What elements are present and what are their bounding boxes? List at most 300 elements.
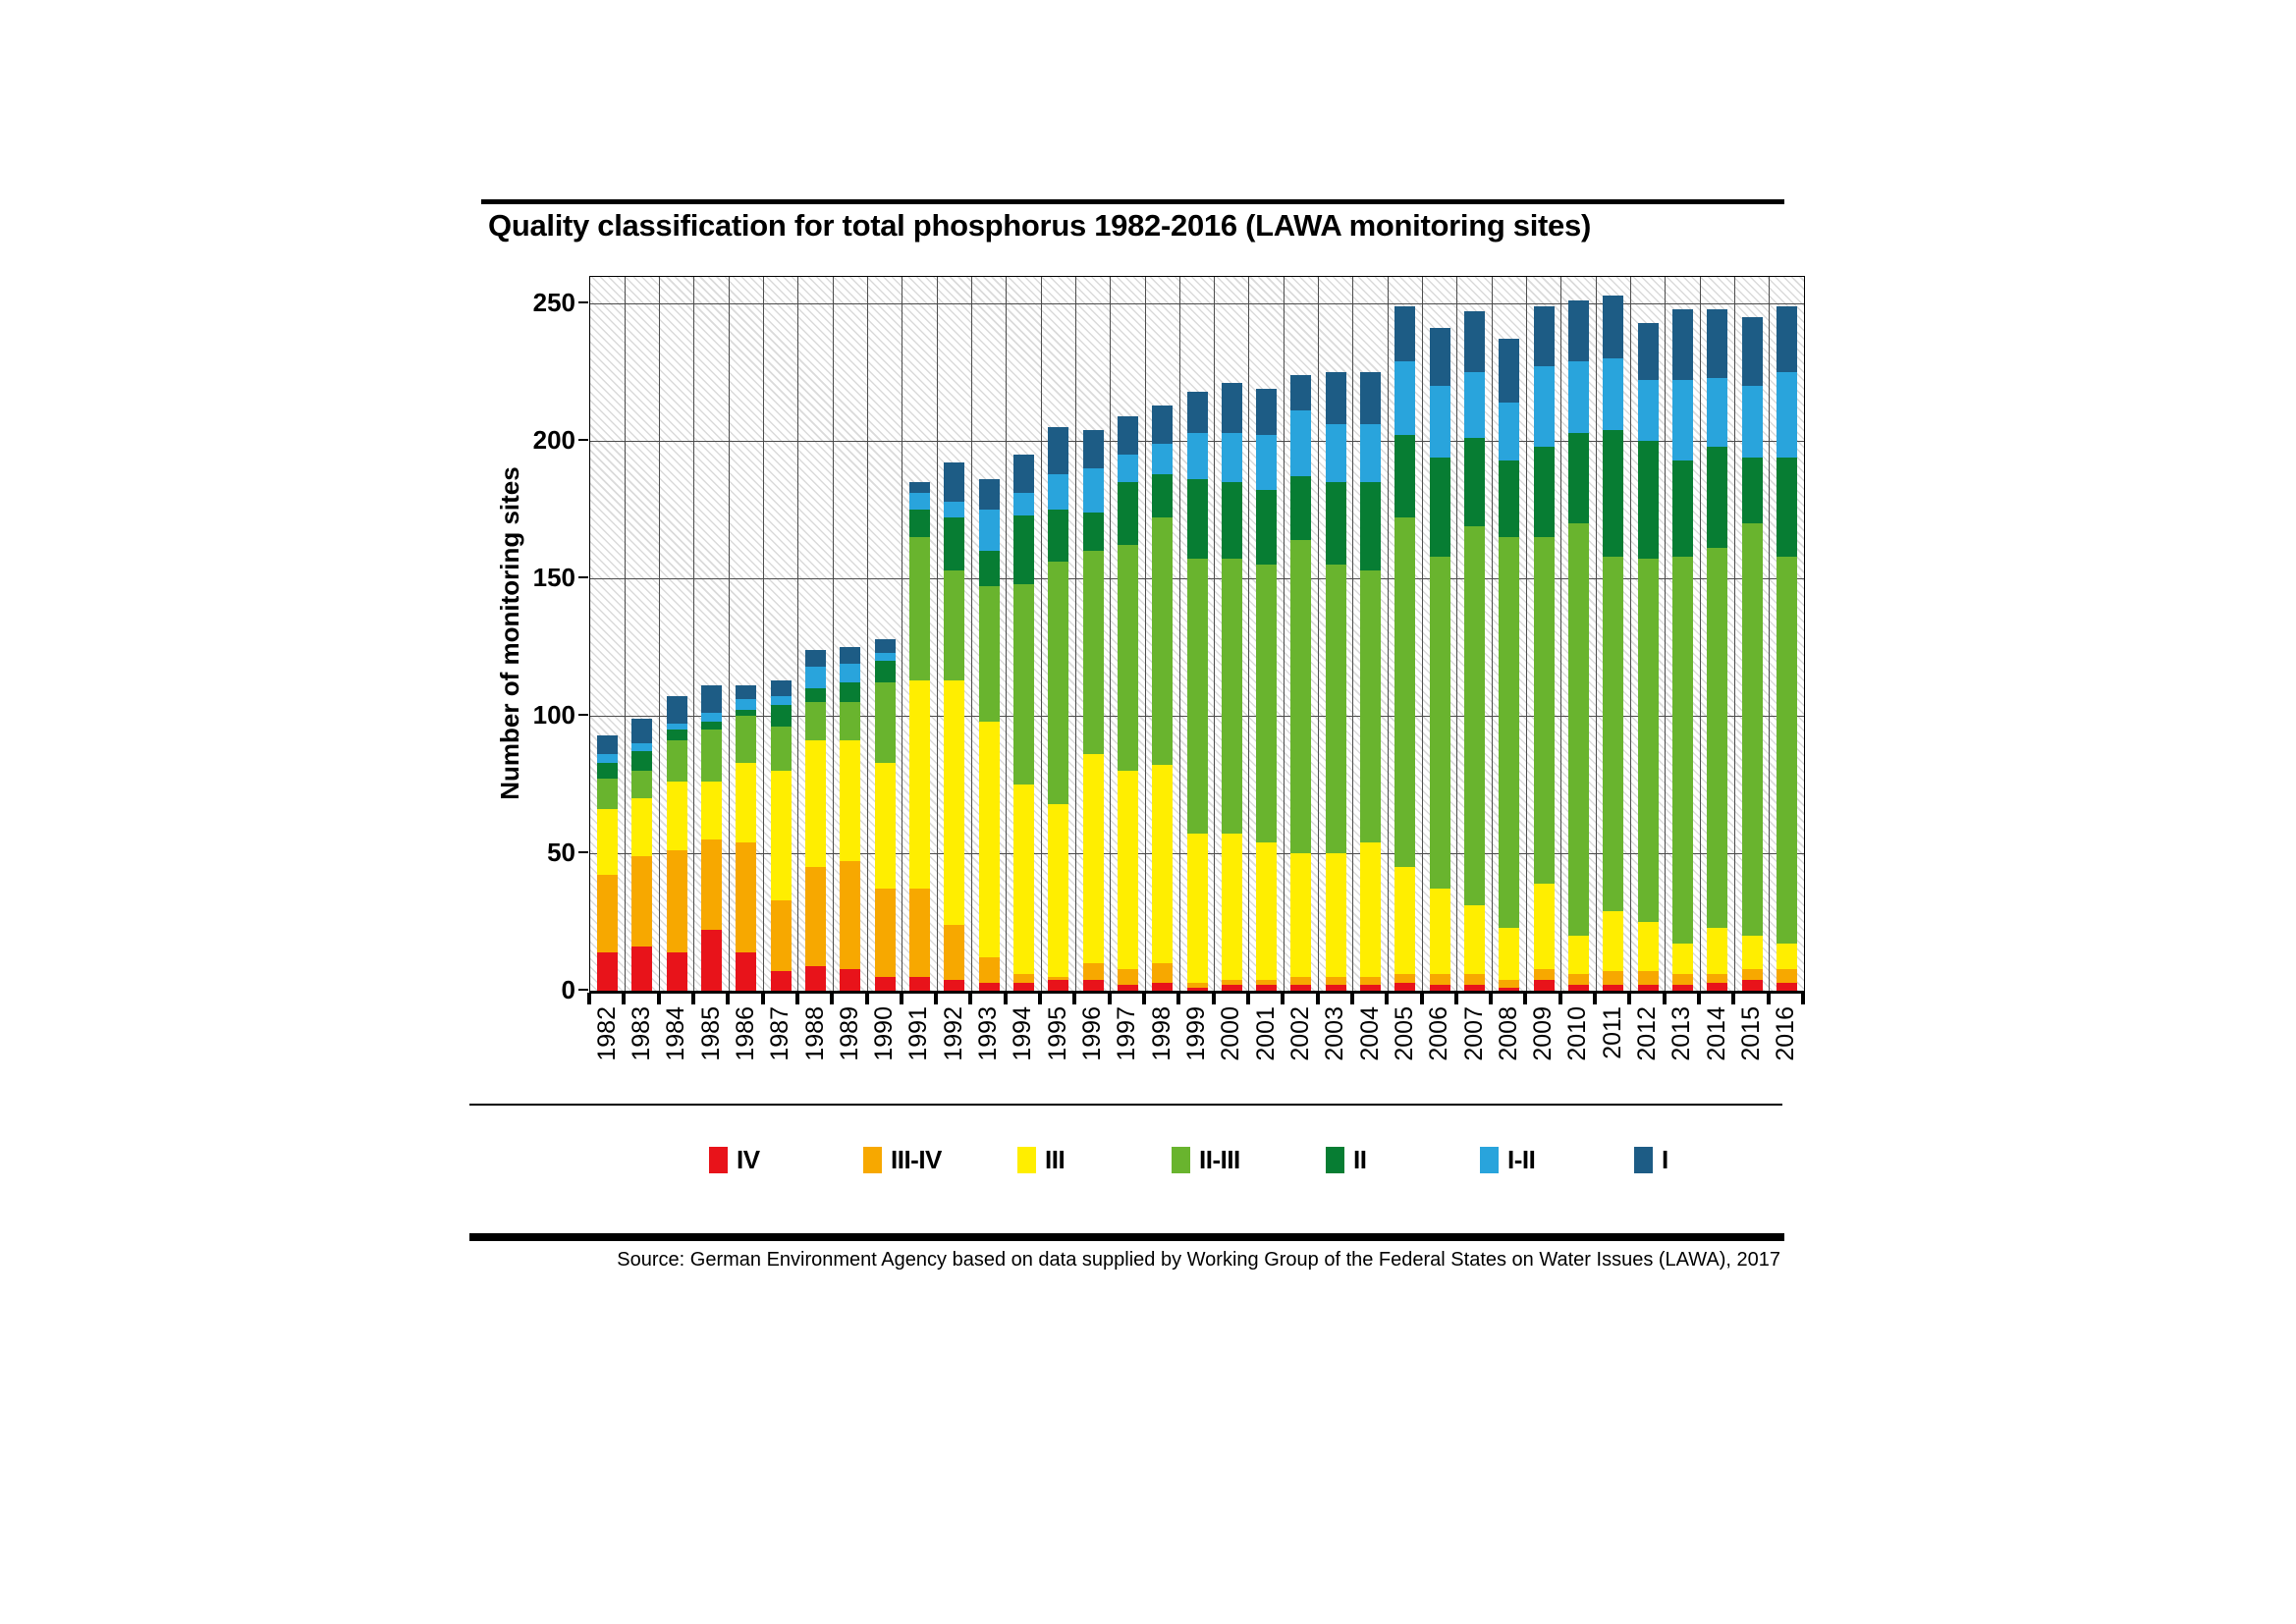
bar-segment-IV	[1083, 980, 1104, 991]
bar-segment-I-II	[1777, 372, 1797, 458]
bar-segment-I	[1118, 416, 1138, 455]
bar-segment-II-III	[1777, 557, 1797, 945]
bar-segment-III	[1499, 928, 1519, 980]
stacked-bar	[1187, 392, 1208, 991]
bar-segment-I	[1394, 306, 1415, 361]
bar-segment-IV	[1326, 985, 1346, 991]
x-tick-mark	[968, 993, 972, 1004]
bar-segment-IV	[944, 980, 964, 991]
x-tick-label: 1996	[1078, 1006, 1107, 1061]
x-tick-mark	[587, 993, 591, 1004]
x-tick-mark	[1523, 993, 1527, 1004]
y-tick-mark	[578, 851, 588, 853]
vertical-gridline	[1422, 277, 1423, 991]
bar-segment-II-III	[944, 570, 964, 680]
stacked-bar	[944, 462, 964, 991]
bar-segment-I	[1187, 392, 1208, 433]
stacked-bar	[1464, 311, 1485, 991]
bar-segment-II-III	[1187, 559, 1208, 834]
bar-segment-II-III	[771, 727, 792, 771]
x-tick-mark	[726, 993, 730, 1004]
y-tick-label: 0	[561, 975, 575, 1004]
vertical-gridline	[1560, 277, 1561, 991]
bottom-rule	[469, 1233, 1784, 1241]
stacked-bar	[1360, 372, 1381, 991]
y-tick-mark	[578, 439, 588, 441]
bar-segment-II	[1672, 460, 1693, 557]
legend-swatch-I	[1634, 1147, 1653, 1173]
bar-segment-II-III	[1118, 545, 1138, 771]
legend-swatch-IV	[709, 1147, 728, 1173]
bar-segment-III-IV	[701, 839, 722, 930]
legend-item-II-III	[1172, 1145, 1326, 1175]
x-tick-label: 1988	[800, 1006, 829, 1061]
bar-segment-IV	[805, 966, 826, 991]
bar-segment-IV	[1394, 983, 1415, 991]
x-tick-label: 1999	[1182, 1006, 1210, 1061]
bar-segment-III-IV	[1013, 974, 1034, 982]
x-tick-label: 2009	[1529, 1006, 1558, 1061]
y-tick-mark	[578, 576, 588, 578]
y-tick-label: 200	[532, 425, 575, 455]
x-tick-mark	[1316, 993, 1320, 1004]
bar-segment-II	[875, 661, 896, 682]
x-tick-mark	[691, 993, 695, 1004]
source-text: Source: German Environment Agency based on data supplied by Working Group of the Federal States on Water Issues (LAWA), 2017	[617, 1249, 1780, 1271]
stacked-bar	[1638, 323, 1659, 991]
bar-segment-IV	[1672, 985, 1693, 991]
legend-swatch-III-IV	[863, 1147, 882, 1173]
x-tick-label: 1989	[835, 1006, 863, 1061]
plot-area	[589, 276, 1805, 994]
legend-item-IV	[709, 1145, 863, 1175]
bar-segment-I	[1638, 323, 1659, 381]
bar-segment-II	[944, 517, 964, 569]
bar-segment-I	[1360, 372, 1381, 424]
stacked-bar	[1326, 372, 1346, 991]
bar-segment-III	[1187, 834, 1208, 982]
bar-segment-II	[1568, 433, 1589, 523]
bar-segment-II-III	[1083, 551, 1104, 754]
bar-segment-III	[1707, 928, 1727, 975]
bar-segment-II-III	[840, 702, 860, 740]
vertical-gridline	[1248, 277, 1249, 991]
y-tick-mark	[578, 301, 588, 303]
y-tick-label: 50	[547, 838, 575, 867]
bar-segment-I	[1013, 455, 1034, 493]
y-tick-label: 250	[532, 288, 575, 317]
x-tick-label: 1991	[904, 1006, 933, 1061]
bar-segment-I-II	[1568, 361, 1589, 433]
bar-segment-I-II	[1048, 474, 1068, 510]
stacked-bar	[1083, 430, 1104, 991]
bar-segment-III	[1290, 853, 1311, 977]
legend-separator-rule	[469, 1104, 1782, 1106]
stacked-bar	[1394, 306, 1415, 991]
bar-segment-II-III	[1360, 570, 1381, 842]
bar-segment-IV	[1603, 985, 1623, 991]
x-tick-label: 1994	[1009, 1006, 1037, 1061]
legend-item-II	[1326, 1145, 1480, 1175]
bar-segment-II	[1048, 510, 1068, 562]
bar-segment-I	[1083, 430, 1104, 468]
legend-label: I-II	[1507, 1145, 1536, 1174]
bar-segment-I-II	[1187, 433, 1208, 480]
bar-segment-III	[667, 782, 687, 850]
y-tick-mark	[578, 714, 588, 716]
bar-segment-I	[1568, 300, 1589, 361]
bar-segment-IV	[1187, 988, 1208, 991]
bar-segment-II-III	[1013, 584, 1034, 785]
bar-segment-III	[1534, 884, 1555, 969]
x-tick-mark	[1246, 993, 1250, 1004]
stacked-bar	[805, 650, 826, 991]
vertical-gridline	[1110, 277, 1111, 991]
bar-segment-I-II	[1290, 410, 1311, 476]
stacked-bar	[1707, 309, 1727, 991]
bar-segment-II-III	[1742, 523, 1763, 936]
bar-segment-I-II	[840, 664, 860, 683]
bar-segment-III-IV	[1638, 971, 1659, 985]
x-tick-label: 1984	[662, 1006, 690, 1061]
stacked-bar	[597, 735, 618, 991]
x-tick-label: 2015	[1737, 1006, 1766, 1061]
legend-label: II-III	[1199, 1145, 1240, 1174]
bar-segment-I-II	[701, 713, 722, 721]
bar-segment-III-IV	[1672, 974, 1693, 985]
legend-label: III	[1045, 1145, 1066, 1174]
x-tick-mark	[830, 993, 834, 1004]
bar-segment-III	[701, 782, 722, 839]
bar-segment-III	[1222, 834, 1242, 979]
bar-segment-II	[597, 763, 618, 780]
bar-segment-I	[909, 482, 930, 493]
x-tick-mark	[865, 993, 869, 1004]
stacked-bar	[667, 696, 687, 991]
bar-segment-III-IV	[1707, 974, 1727, 982]
bar-segment-III-IV	[771, 900, 792, 972]
x-tick-label: 2004	[1355, 1006, 1384, 1061]
bar-segment-IV	[909, 977, 930, 991]
x-tick-label: 2007	[1459, 1006, 1488, 1061]
legend-label: IV	[737, 1145, 760, 1174]
y-tick-label: 100	[532, 700, 575, 730]
bar-segment-III-IV	[1777, 969, 1797, 983]
vertical-gridline	[1734, 277, 1735, 991]
bar-segment-I-II	[1464, 372, 1485, 438]
x-tick-label: 1987	[766, 1006, 794, 1061]
x-tick-label: 2016	[1772, 1006, 1800, 1061]
bar-segment-IV	[979, 983, 1000, 991]
bar-segment-I	[667, 696, 687, 724]
bar-segment-I-II	[1222, 433, 1242, 482]
bar-segment-II	[667, 730, 687, 740]
bar-segment-II-III	[631, 771, 652, 798]
x-tick-mark	[1454, 993, 1458, 1004]
bar-segment-II	[1187, 479, 1208, 559]
stacked-bar	[701, 685, 722, 991]
bar-segment-III	[1464, 905, 1485, 974]
x-tick-mark	[1142, 993, 1146, 1004]
bar-segment-II-III	[1256, 565, 1277, 842]
x-tick-label: 1983	[627, 1006, 655, 1061]
stacked-bar	[631, 719, 652, 991]
bar-segment-II	[1152, 474, 1173, 518]
stacked-bar	[909, 482, 930, 991]
bar-segment-I-II	[944, 502, 964, 518]
bar-segment-IV	[667, 952, 687, 991]
vertical-gridline	[1630, 277, 1631, 991]
bar-segment-I-II	[1256, 435, 1277, 490]
legend-label: III-IV	[891, 1145, 942, 1174]
x-tick-label: 2001	[1251, 1006, 1280, 1061]
bar-segment-III	[1603, 911, 1623, 972]
x-tick-label: 1990	[870, 1006, 899, 1061]
legend-label: II	[1353, 1145, 1367, 1174]
x-tick-label: 1982	[592, 1006, 621, 1061]
x-tick-mark	[1004, 993, 1008, 1004]
bar-segment-I-II	[1394, 361, 1415, 436]
legend-item-I	[1634, 1145, 1788, 1175]
bar-segment-I-II	[1742, 386, 1763, 458]
x-tick-mark	[1801, 993, 1805, 1004]
bar-segment-II-III	[736, 716, 756, 763]
bar-segment-I-II	[771, 696, 792, 704]
bar-segment-II	[1777, 458, 1797, 557]
legend-item-III	[1017, 1145, 1172, 1175]
bar-segment-II	[1118, 482, 1138, 545]
bar-segment-I-II	[909, 493, 930, 510]
vertical-gridline	[1665, 277, 1666, 991]
bar-segment-I-II	[1013, 493, 1034, 514]
stacked-bar	[1152, 406, 1173, 991]
stacked-bar	[1603, 296, 1623, 991]
bar-segment-III-IV	[1118, 969, 1138, 986]
bar-segment-II-III	[1638, 559, 1659, 922]
bar-segment-III	[1360, 842, 1381, 977]
vertical-gridline	[1284, 277, 1285, 991]
x-tick-mark	[1663, 993, 1667, 1004]
x-tick-mark	[1697, 993, 1701, 1004]
bar-segment-I	[1290, 375, 1311, 410]
bar-segment-IV	[597, 952, 618, 991]
bar-segment-III-IV	[1083, 963, 1104, 980]
bar-segment-I-II	[875, 653, 896, 661]
bar-segment-II	[909, 510, 930, 537]
bar-segment-III	[979, 722, 1000, 958]
bar-segment-II	[979, 551, 1000, 586]
bar-segment-I	[1326, 372, 1346, 424]
bar-segment-II	[701, 722, 722, 730]
bar-segment-I	[840, 647, 860, 664]
stacked-bar	[1118, 416, 1138, 991]
bar-segment-I	[631, 719, 652, 743]
bar-segment-III	[631, 798, 652, 856]
x-tick-mark	[1350, 993, 1354, 1004]
bar-segment-IV	[631, 947, 652, 991]
bar-segment-II	[1290, 476, 1311, 539]
x-tick-label: 1995	[1043, 1006, 1071, 1061]
bar-segment-II	[1707, 447, 1727, 549]
legend-swatch-II-III	[1172, 1147, 1190, 1173]
bar-segment-II-III	[1222, 559, 1242, 834]
vertical-gridline	[625, 277, 626, 991]
stacked-bar	[979, 479, 1000, 991]
bar-segment-I-II	[1152, 444, 1173, 474]
vertical-gridline	[693, 277, 694, 991]
legend-swatch-II	[1326, 1147, 1344, 1173]
vertical-gridline	[971, 277, 972, 991]
vertical-gridline	[1075, 277, 1076, 991]
bar-segment-I	[1256, 389, 1277, 436]
bar-segment-I-II	[1707, 378, 1727, 447]
stacked-bar	[1048, 427, 1068, 991]
bar-segment-III	[1672, 944, 1693, 974]
bar-segment-II	[1394, 435, 1415, 517]
stacked-bar	[1534, 306, 1555, 991]
stacked-bar	[1568, 300, 1589, 991]
bar-segment-II	[1326, 482, 1346, 565]
bar-segment-III-IV	[1499, 980, 1519, 988]
bar-segment-II-III	[1464, 526, 1485, 905]
stacked-bar	[736, 685, 756, 991]
bar-segment-IV	[701, 930, 722, 991]
bar-segment-IV	[771, 971, 792, 991]
legend-item-I-II	[1480, 1145, 1634, 1175]
x-tick-mark	[1281, 993, 1285, 1004]
bar-segment-III-IV	[805, 867, 826, 966]
x-tick-label: 1993	[974, 1006, 1003, 1061]
bar-segment-II-III	[1394, 517, 1415, 867]
bar-segment-II-III	[701, 730, 722, 782]
x-tick-mark	[1420, 993, 1424, 1004]
bar-segment-IV	[1222, 985, 1242, 991]
bar-segment-III	[944, 680, 964, 925]
vertical-gridline	[937, 277, 938, 991]
x-tick-mark	[1593, 993, 1597, 1004]
bar-segment-I-II	[1118, 455, 1138, 482]
x-tick-mark	[1385, 993, 1389, 1004]
legend-item-III-IV	[863, 1145, 1017, 1175]
stacked-bar	[1499, 339, 1519, 991]
x-tick-label: 2000	[1217, 1006, 1245, 1061]
bar-segment-II-III	[1534, 537, 1555, 884]
x-tick-mark	[1558, 993, 1562, 1004]
bar-segment-IV	[840, 969, 860, 991]
bar-segment-II-III	[979, 586, 1000, 721]
vertical-gridline	[1352, 277, 1353, 991]
vertical-gridline	[1006, 277, 1007, 991]
bar-segment-III	[1430, 889, 1450, 974]
stacked-bar	[1013, 455, 1034, 991]
bar-segment-IV	[1499, 988, 1519, 991]
bar-segment-I	[1048, 427, 1068, 474]
x-tick-label: 2003	[1321, 1006, 1349, 1061]
bar-segment-III	[736, 763, 756, 842]
bar-segment-I	[1777, 306, 1797, 372]
x-tick-label: 2005	[1390, 1006, 1418, 1061]
bar-segment-III	[1013, 785, 1034, 974]
bar-segment-IV	[1256, 985, 1277, 991]
stacked-bar	[1430, 328, 1450, 991]
bar-segment-III	[840, 740, 860, 861]
bar-segment-I	[944, 462, 964, 501]
bar-segment-I	[771, 680, 792, 697]
vertical-gridline	[1388, 277, 1389, 991]
bar-segment-IV	[1742, 980, 1763, 991]
bar-segment-III	[875, 763, 896, 890]
vertical-gridline	[1769, 277, 1770, 991]
bar-segment-III-IV	[1394, 974, 1415, 982]
bar-segment-II-III	[1499, 537, 1519, 928]
bar-segment-III	[1118, 771, 1138, 969]
stacked-bar	[1777, 306, 1797, 991]
bar-segment-III-IV	[944, 925, 964, 980]
y-tick-label: 150	[532, 563, 575, 592]
bar-segment-II	[1256, 490, 1277, 565]
bar-segment-III	[909, 680, 930, 890]
x-tick-mark	[1212, 993, 1216, 1004]
bar-segment-III-IV	[667, 850, 687, 952]
bar-segment-II	[1222, 482, 1242, 559]
bar-segment-IV	[1638, 985, 1659, 991]
legend-swatch-III	[1017, 1147, 1036, 1173]
bar-segment-III-IV	[1464, 974, 1485, 985]
bar-segment-II	[1083, 513, 1104, 551]
x-tick-label: 2006	[1425, 1006, 1453, 1061]
bar-segment-II-III	[1603, 557, 1623, 911]
bar-segment-III-IV	[1290, 977, 1311, 985]
bar-segment-III-IV	[736, 842, 756, 952]
bar-segment-IV	[736, 952, 756, 991]
x-tick-label: 2010	[1563, 1006, 1592, 1061]
bar-segment-III-IV	[1430, 974, 1450, 985]
bar-segment-II	[840, 682, 860, 702]
bar-segment-I-II	[736, 699, 756, 710]
bar-segment-I	[1672, 309, 1693, 381]
bar-segment-I	[1222, 383, 1242, 432]
bar-segment-I	[805, 650, 826, 667]
bar-segment-II	[1013, 515, 1034, 584]
bar-segment-II	[1534, 447, 1555, 537]
vertical-gridline	[1318, 277, 1319, 991]
bar-segment-I	[701, 685, 722, 713]
bar-segment-III	[1083, 754, 1104, 963]
stacked-bar	[771, 680, 792, 991]
bar-segment-IV	[1568, 985, 1589, 991]
bar-segment-III-IV	[1742, 969, 1763, 980]
vertical-gridline	[1456, 277, 1457, 991]
x-tick-label: 1986	[731, 1006, 759, 1061]
bar-segment-III-IV	[1326, 977, 1346, 985]
bar-segment-I	[1152, 406, 1173, 444]
bar-segment-III	[1256, 842, 1277, 980]
bar-segment-II-III	[1568, 523, 1589, 936]
bar-segment-III-IV	[1152, 963, 1173, 983]
x-tick-mark	[1767, 993, 1771, 1004]
bar-segment-I-II	[631, 743, 652, 751]
x-tick-label: 1998	[1147, 1006, 1175, 1061]
bar-segment-IV	[1118, 985, 1138, 991]
bar-segment-III-IV	[909, 889, 930, 977]
vertical-gridline	[1214, 277, 1215, 991]
bar-segment-III-IV	[1534, 969, 1555, 980]
x-tick-label: 1997	[1113, 1006, 1141, 1061]
bar-segment-I-II	[597, 754, 618, 762]
stacked-bar	[875, 639, 896, 991]
bar-segment-III	[1152, 765, 1173, 963]
bar-segment-II	[1638, 441, 1659, 559]
